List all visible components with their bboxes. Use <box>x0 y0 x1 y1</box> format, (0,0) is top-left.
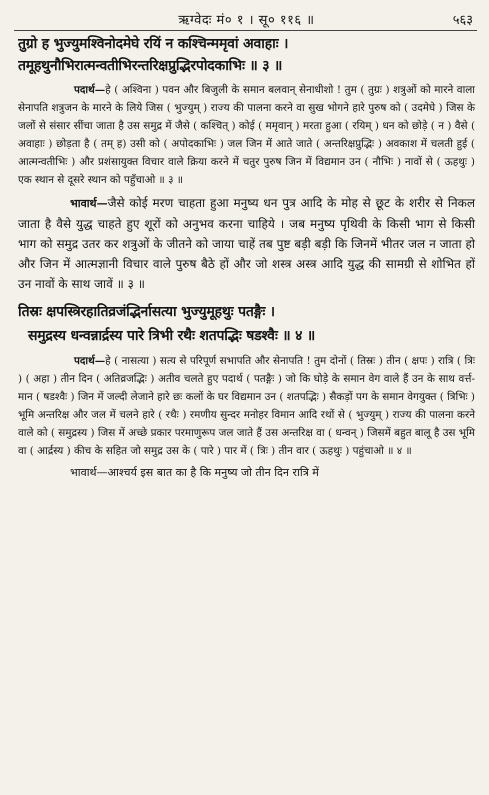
padarth-1-lead: पदार्थ— <box>74 84 106 96</box>
running-head: ऋग्वेदः मं० १ । सू० ११६ ॥ <box>178 13 315 28</box>
verse-1-line-1: तुग्रो ह भुज्युमश्विनोदमेघे रयिं न कश्चिन्ममृवां अवाहाः । <box>18 36 289 52</box>
bhavarth-1-text: जैसे कोई मरण चाहता हुआ मनुष्य धन पुत्र आदि के मोह से छूट के शरीर से निकल जाता है वैसे युद्ध चाहते हुए शूरों को अनुभव करना चाहिये । जब मनुष्य पृथिवी के किसी भाग से किसी भाग को समुद्र उतर कर शत्रुओं के जीतने को जाया चाहें तब पुष्ट बड़ी बड़ी कि जिनमें भीतर जल न जाता हो और जिन में आत्मज्ञानी विचार वाले पुरुष बैठे हों और जो शस्त्र अस्त्र आदि युद्ध की सामग्री से शोभित हों उन नावों के साथ जावें ॥ ३ ॥ <box>18 196 475 291</box>
padarth-2: पदार्थ—हे ( नासत्या ) सत्य से परिपूर्ण सभापति और सेनापति ! तुम दोनों ( तिस्रः ) तीन ( क्षपः ) रात्रि ( त्रिः ) ( अहा ) तीन दिन ( अतिव्रजद्भिः ) अतीव चलते हुए पदार्थ ( पतङ्गैः ) जो कि घोड़े के समान वेग वाले हैं उन के साथ वर्त्त- मान ( षडश्वैः ) जिन में जल्दी लेजाने हारे छः कलों के घर विद्यमान उन ( शतपद्भिः ) सैकड़ों पग के समान वेगयुक्त ( त्रिभिः ) भूमि अन्तरिक्ष और जल में चलने हारे ( रथैः ) रमणीय सुन्दर मनोहर विमान आदि रथों से ( भुज्युम् ) राज्य की पालना करने वाले को ( समुद्रस्य ) जिस में अच्छे प्रकार परमाणुरूप जल जाते हैं उस अन्तरिक्ष वा ( धन्वन् ) जिसमें बहुत बालू है उस भूमि वा ( आर्द्रस्य ) कीच के सहित जो समुद्र उस के ( पारे ) पार में ( त्रिः ) तीन वार ( ऊहथुः ) पहुंचाओ ॥ ४ ॥ <box>18 355 475 457</box>
page-header <box>18 0 475 30</box>
header-rule <box>14 30 477 31</box>
bhavarth-1-lead: भावार्थ— <box>70 197 108 210</box>
padarth-1: पदार्थ—हे ( अश्विना ) पवन और बिजुली के समान बलवान् सेनाधीशो ! तुम ( तुग्रः ) शत्रुओं को मारने वाला सेनापति शत्रुजन के मारने के लिये जिस ( भुज्युम् ) राज्य की पालना करने वा सुख भोगने हारे पुरुष को ( उदमेघे ) जिस के जलों से संसार सींचा जाता है उस समुद्र में जैसे ( कश्चित् ) कोई ( ममृवान् ) मरता हुआ ( रयिम् ) धन को छोड़े ( न ) वैसे ( अवाहाः ) छोड़ता है ( तम् ह) उसी को ( अपोदकाभिः ) जल जिन में आते जाते ( अन्तरिक्षप्रुद्भिः ) अवकाश में चलती हुई ( आत्मन्वतीभिः ) और प्रशंसायुक्त विचार वाले क्रिया करने में चतुर पुरुष जिन में विद्यमान उन ( नौभिः ) नावों से ( ऊहथुः ) एक स्थान से दूसरे स्थान को पहुँचाओ ॥ ३ ॥ <box>18 84 475 186</box>
verse-2-line-1: तिस्रः क्षपस्त्रिरहातिव्रजंद्भिर्नासत्या भुज्युमूहथुः पतङ्गैः । <box>18 304 275 320</box>
verse-1-line-2: तमूहथुनौभिरात्मन्वतीभिरन्तरिक्षप्रुद्भिरपोदकाभिः ॥ ३ ॥ <box>18 58 283 74</box>
bhavarth-1 <box>18 193 475 294</box>
page-number: ५६३ <box>452 13 473 28</box>
bhavarth-2-text: आश्चर्य इस बात का है कि मनुष्य जो तीन दिन रात्रि में <box>107 466 319 479</box>
verse-2-line-2: समुद्रस्य धन्वन्नार्द्रस्य पारे त्रिभी रथैः शतपद्भिः षडश्वैः ॥ ४ ॥ <box>28 328 316 344</box>
bhavarth-2-lead: भावार्थ— <box>70 466 108 479</box>
bhavarth-2 <box>18 464 475 482</box>
padarth-2-lead: पदार्थ— <box>74 355 106 367</box>
